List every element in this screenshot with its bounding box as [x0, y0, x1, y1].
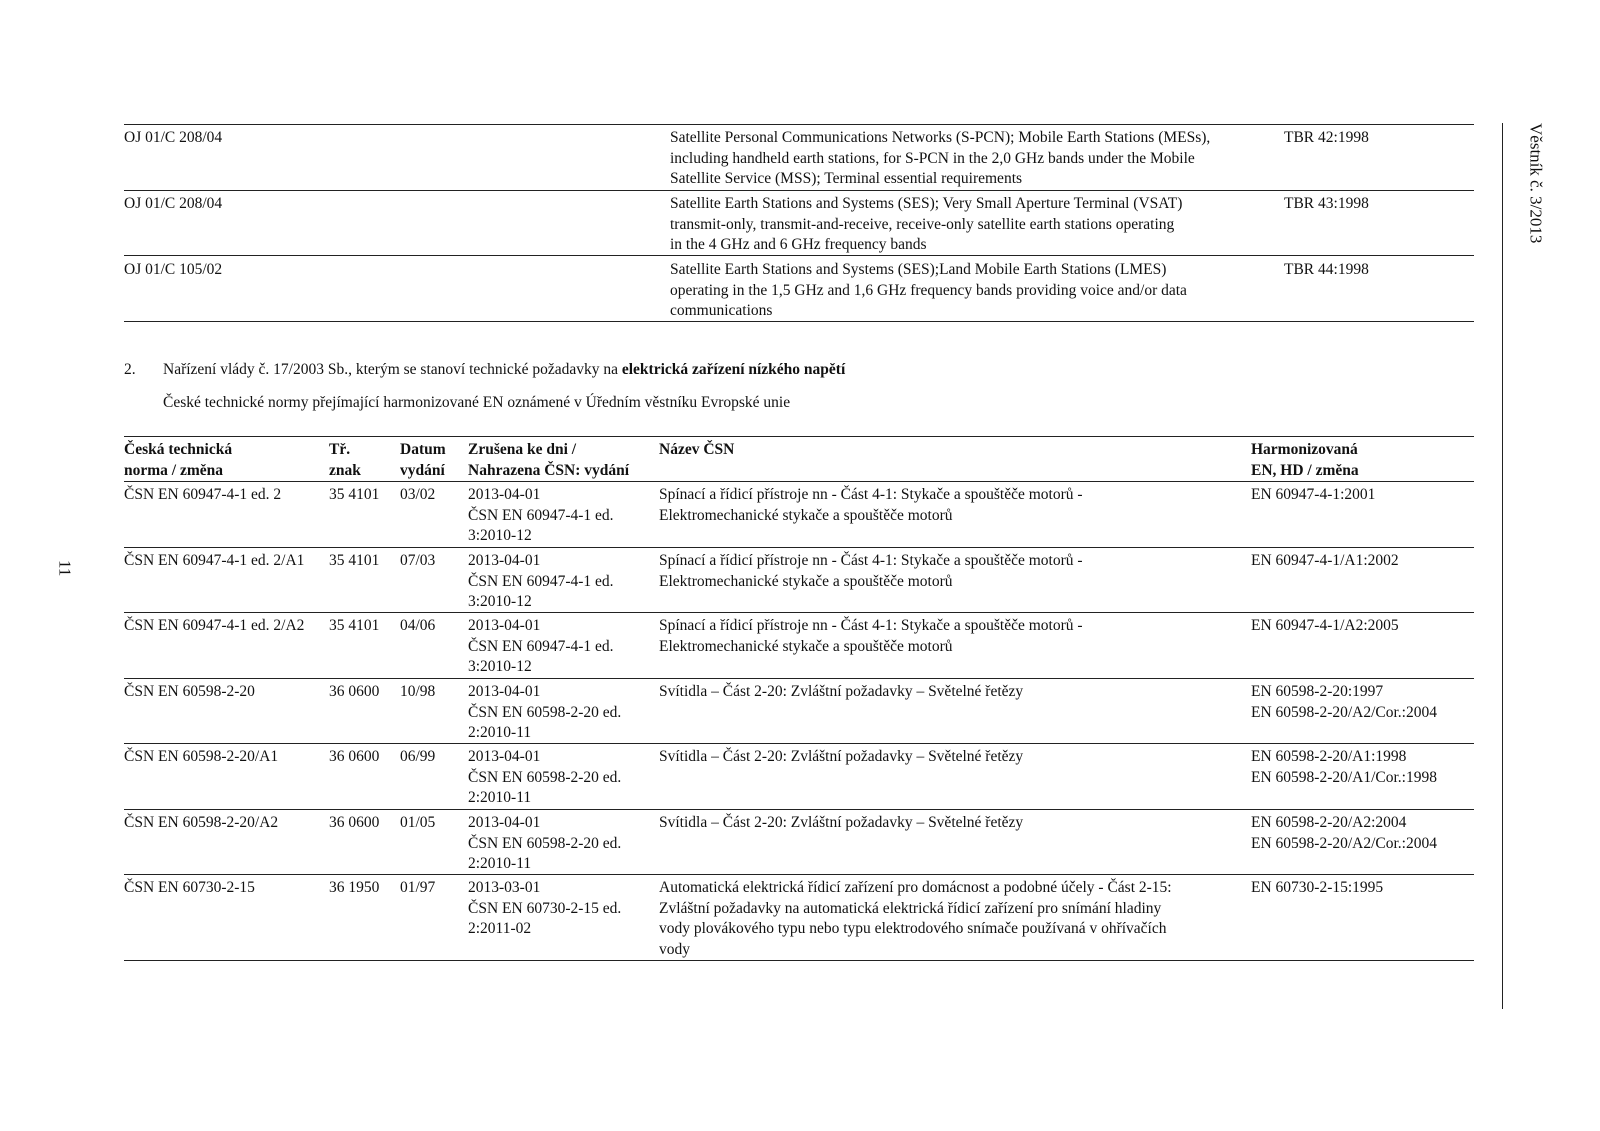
- row-6-norma: ČSN EN 60598-2-20/A2: [124, 814, 279, 831]
- header-harm: Harmonizovaná EN, HD / změna: [1251, 441, 1359, 479]
- row-1-harm: EN 60947-4-1:2001: [1251, 486, 1376, 503]
- row-4-harm: EN 60598-2-20:1997 EN 60598-2-20/A2/Cor.:2004: [1251, 683, 1437, 721]
- header-norma: Česká technická norma / změna: [124, 441, 233, 479]
- section-title-plain: Nařízení vlády č. 17/2003 Sb., kterým se stanoví technické požadavky na: [163, 361, 622, 378]
- row-5-zrusena: 2013-04-01 ČSN EN 60598-2-20 ed. 2:2010-11: [468, 748, 622, 806]
- page-number: 11: [55, 560, 75, 577]
- header-nazev: Název ČSN: [659, 441, 735, 458]
- top-table-rule: [124, 190, 1474, 191]
- top-table-rule: [124, 321, 1474, 322]
- row-6-harm: EN 60598-2-20/A2:2004 EN 60598-2-20/A2/Cor.:2004: [1251, 814, 1437, 852]
- main-table-rule: [124, 436, 1474, 437]
- top-row-2-description: Satellite Earth Stations and Systems (SES); Very Small Aperture Terminal (VSAT) transmit-only, transmit-and-receive, receive-only satellite earth stations operating in the 4 GHz and 6 GHz frequency bands: [670, 195, 1183, 253]
- row-2-harm: EN 60947-4-1/A1:2002: [1251, 552, 1399, 569]
- row-3-nazev: Spínací a řídicí přístroje nn - Část 4-1: Stykače a spouštěče motorů - Elektromechanické stykače a spouštěče motorů: [659, 617, 1083, 655]
- running-header: Věstník č. 3/2013: [1526, 123, 1546, 244]
- row-7-zrusena: 2013-03-01 ČSN EN 60730-2-15 ed. 2:2011-02: [468, 879, 622, 937]
- row-4-tr: 36 0600: [329, 683, 380, 700]
- section-subtitle: České technické normy přejímající harmonizované EN oznámené v Úředním věstníku Evropské unie: [163, 394, 791, 411]
- row-7-tr: 36 1950: [329, 879, 380, 896]
- main-table-rule: [124, 809, 1474, 810]
- main-table-rule: [124, 678, 1474, 679]
- section-title-bold: elektrická zařízení nízkého napětí: [621, 361, 846, 378]
- top-row-1-tbr: TBR 42:1998: [1284, 129, 1369, 146]
- row-2-datum: 07/03: [400, 552, 436, 569]
- top-table-rule: [124, 124, 1474, 125]
- main-table-rule: [124, 960, 1474, 961]
- row-6-datum: 01/05: [400, 814, 436, 831]
- row-1-norma: ČSN EN 60947-4-1 ed. 2: [124, 486, 282, 503]
- row-5-nazev: Svítidla – Část 2-20: Zvláštní požadavky – Světelné řetězy: [659, 748, 1024, 765]
- row-3-datum: 04/06: [400, 617, 436, 634]
- row-5-norma: ČSN EN 60598-2-20/A1: [124, 748, 279, 765]
- row-4-datum: 10/98: [400, 683, 436, 700]
- row-1-tr: 35 4101: [329, 486, 380, 503]
- row-3-tr: 35 4101: [329, 617, 380, 634]
- top-row-1-oj: OJ 01/C 208/04: [124, 129, 223, 146]
- row-4-zrusena: 2013-04-01 ČSN EN 60598-2-20 ed. 2:2010-11: [468, 683, 622, 741]
- row-2-nazev: Spínací a řídicí přístroje nn - Část 4-1: Stykače a spouštěče motorů - Elektromechanické stykače a spouštěče motorů: [659, 552, 1083, 590]
- main-table-rule: [124, 612, 1474, 613]
- header-datum: Datum vydání: [400, 441, 446, 479]
- row-3-norma: ČSN EN 60947-4-1 ed. 2/A2: [124, 617, 305, 634]
- top-row-3-oj: OJ 01/C 105/02: [124, 261, 223, 278]
- row-1-nazev: Spínací a řídicí přístroje nn - Část 4-1: Stykače a spouštěče motorů - Elektromechanické stykače a spouštěče motorů: [659, 486, 1083, 524]
- section-number: 2.: [124, 361, 136, 378]
- row-7-datum: 01/97: [400, 879, 436, 896]
- row-2-zrusena: 2013-04-01 ČSN EN 60947-4-1 ed. 3:2010-12: [468, 552, 614, 610]
- row-6-zrusena: 2013-04-01 ČSN EN 60598-2-20 ed. 2:2010-11: [468, 814, 622, 872]
- main-table-rule: [124, 481, 1474, 482]
- header-tr: Tř. znak: [329, 441, 361, 479]
- row-2-norma: ČSN EN 60947-4-1 ed. 2/A1: [124, 552, 305, 569]
- row-2-tr: 35 4101: [329, 552, 380, 569]
- sidebar-rule: [1502, 123, 1503, 1009]
- row-3-zrusena: 2013-04-01 ČSN EN 60947-4-1 ed. 3:2010-12: [468, 617, 614, 675]
- row-6-tr: 36 0600: [329, 814, 380, 831]
- top-row-2-oj: OJ 01/C 208/04: [124, 195, 223, 212]
- main-table-rule: [124, 547, 1474, 548]
- row-4-norma: ČSN EN 60598-2-20: [124, 683, 255, 700]
- main-table-rule: [124, 874, 1474, 875]
- section-title: [163, 360, 845, 381]
- top-row-2-tbr: TBR 43:1998: [1284, 195, 1369, 212]
- top-row-1-description: Satellite Personal Communications Networks (S-PCN); Mobile Earth Stations (MESs), including handheld earth stations, for S-PCN in the 2,0 GHz bands under the Mobile Satellite Service (MSS); Terminal essential requirements: [670, 129, 1211, 187]
- row-6-nazev: Svítidla – Část 2-20: Zvláštní požadavky – Světelné řetězy: [659, 814, 1024, 831]
- main-table-rule: [124, 743, 1474, 744]
- row-7-norma: ČSN EN 60730-2-15: [124, 879, 255, 896]
- header-zrusena: Zrušena ke dni / Nahrazena ČSN: vydání: [468, 441, 630, 479]
- row-5-tr: 36 0600: [329, 748, 380, 765]
- row-7-harm: EN 60730-2-15:1995: [1251, 879, 1384, 896]
- top-table-rule: [124, 255, 1474, 256]
- row-7-nazev: Automatická elektrická řídicí zařízení pro domácnost a podobné účely - Část 2-15: Zvláštní požadavky na automatická elektrická řídicí zařízení pro snímání hladiny vody plovákového typu nebo typu elektrodového snímače používaná v ohřívačích vody: [659, 879, 1172, 958]
- top-row-3-description: Satellite Earth Stations and Systems (SES);Land Mobile Earth Stations (LMES) operating in the 1,5 GHz and 1,6 GHz frequency bands providing voice and/or data communications: [670, 261, 1187, 319]
- row-5-harm: EN 60598-2-20/A1:1998 EN 60598-2-20/A1/Cor.:1998: [1251, 748, 1437, 786]
- row-1-datum: 03/02: [400, 486, 436, 503]
- top-row-3-tbr: TBR 44:1998: [1284, 261, 1369, 278]
- row-1-zrusena: 2013-04-01 ČSN EN 60947-4-1 ed. 3:2010-12: [468, 486, 614, 544]
- row-4-nazev: Svítidla – Část 2-20: Zvláštní požadavky – Světelné řetězy: [659, 683, 1024, 700]
- row-5-datum: 06/99: [400, 748, 436, 765]
- row-3-harm: EN 60947-4-1/A2:2005: [1251, 617, 1399, 634]
